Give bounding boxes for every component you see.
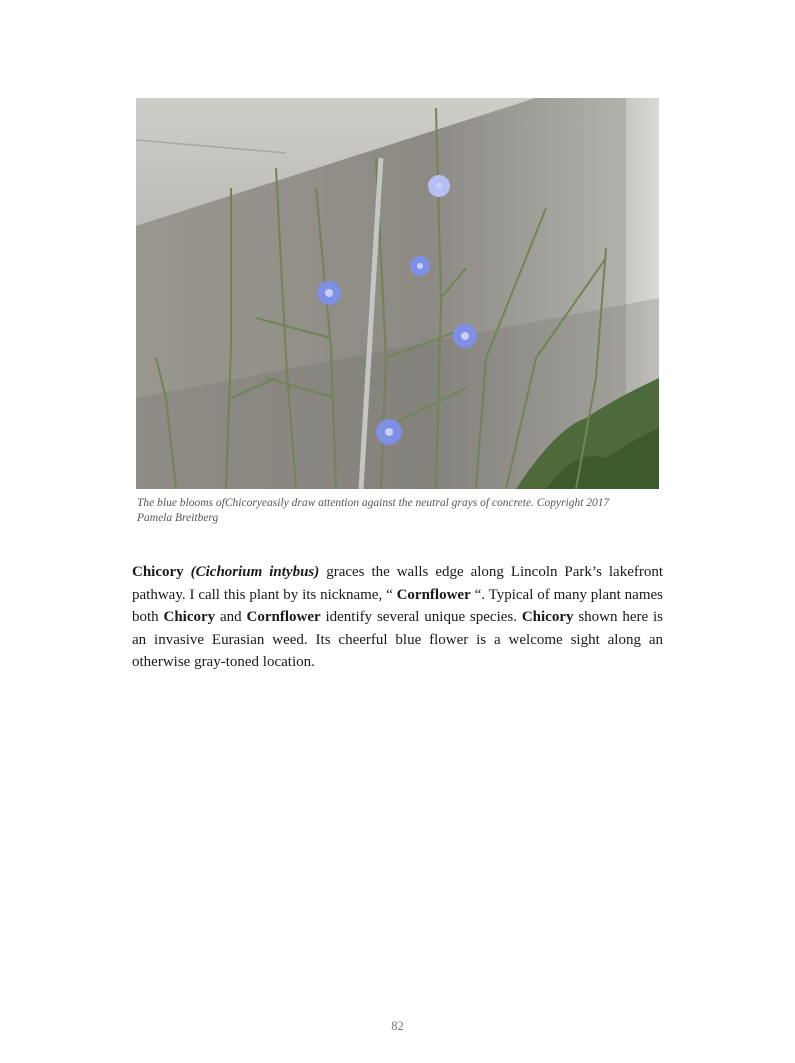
body-paragraph (132, 561, 663, 674)
text-segment: graces the walls edge along Lincoln Park’s lakefront pathway. I call this plant by its nickname, “ (132, 564, 664, 603)
text-segment: identify several unique species. (320, 609, 522, 625)
scientific-name: (Cichorium intybus) (190, 564, 320, 580)
photo-caption (137, 496, 667, 526)
bold-term: Cornflower (246, 609, 321, 625)
chicory-photo (136, 98, 659, 489)
caption-line-2: Pamela Breitberg (137, 512, 219, 524)
text-segment: “. Typical of many plant names both (132, 586, 663, 625)
bold-term: Cornflower (396, 586, 471, 603)
bold-term: Chicory (132, 564, 184, 580)
text-segment: and (215, 609, 247, 625)
caption-line-1: The blue blooms ofChicoryeasily draw attention against the neutral grays of concrete. Copyright 2017 (137, 497, 610, 509)
page-number: 82 (391, 1019, 404, 1033)
bold-term: Chicory (521, 609, 574, 625)
chicory-flowers-against-concrete-wall-icon (136, 98, 659, 489)
text-segment: shown here is an invasive Eurasian weed. Its cheerful blue flower is a welcome sight along an otherwise gray-toned location. (132, 609, 663, 670)
bold-term: Chicory (163, 609, 216, 625)
